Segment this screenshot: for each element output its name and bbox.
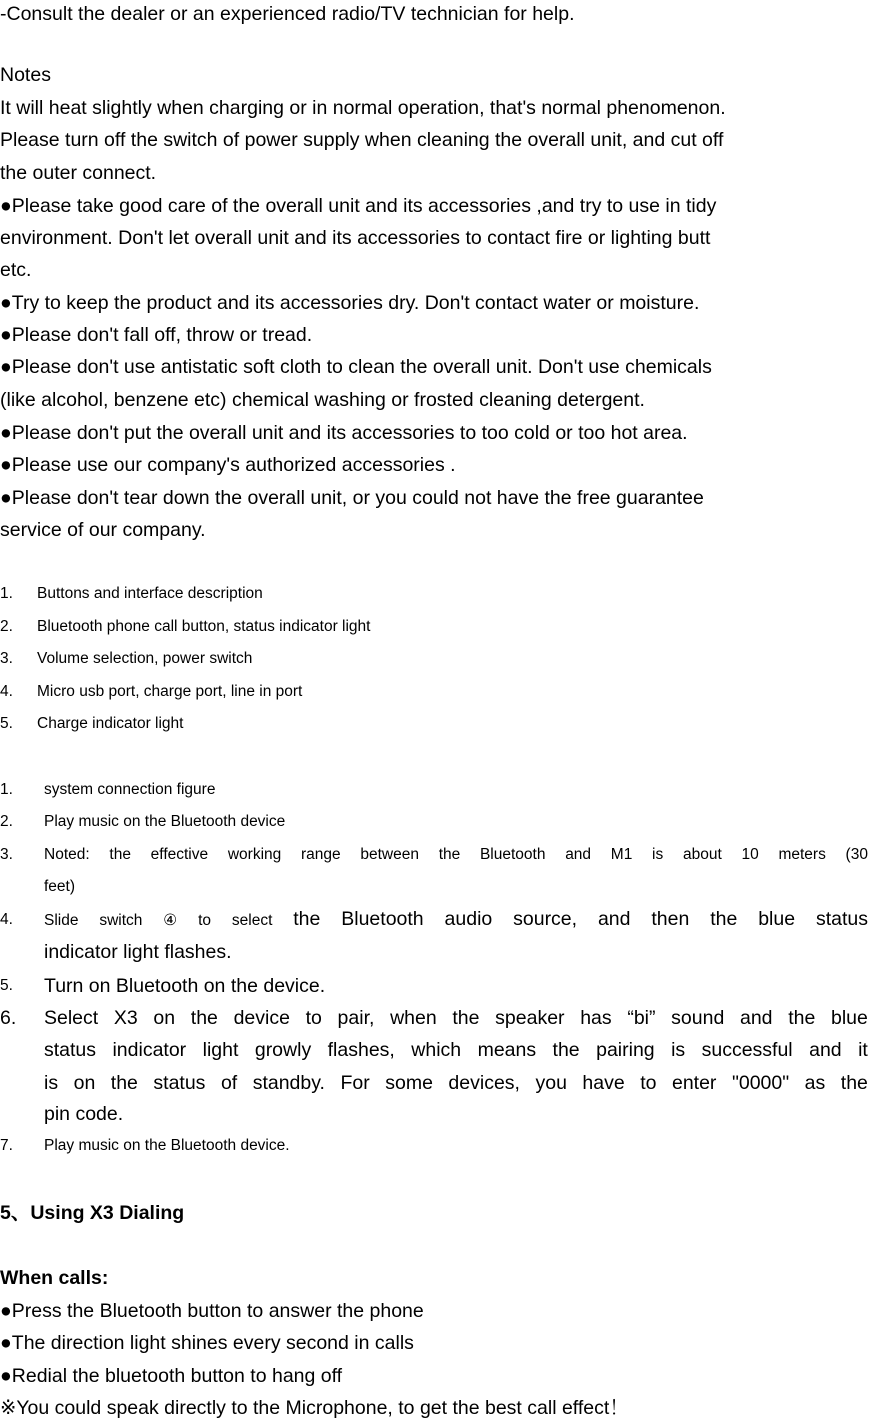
notes-line: ●Please don't tear down the overall unit, or you could not have the free guarantee bbox=[0, 487, 704, 509]
notes-line: Please turn off the switch of power supply when cleaning the overall unit, and cut off bbox=[0, 129, 724, 151]
list-item-justified-line: status indicator light growly flashes, which means the pairing is successful and it bbox=[44, 1039, 868, 1061]
list-item: Buttons and interface description bbox=[37, 585, 263, 602]
list-number: 3. bbox=[0, 846, 13, 863]
section-heading: 5、Using X3 Dialing bbox=[0, 1202, 185, 1224]
list-item-justified-line: Select X3 on the device to pair, when the speaker has “bi” sound and the blue bbox=[44, 1007, 868, 1029]
dialing-line: ※You could speak directly to the Microphone, to get the best call effect！ bbox=[0, 1397, 629, 1419]
list-number: 5. bbox=[0, 715, 13, 732]
list-number: 1. bbox=[0, 585, 13, 602]
list-item-continuation: pin code. bbox=[44, 1103, 124, 1125]
list-item: Micro usb port, charge port, line in port bbox=[37, 683, 303, 700]
list-number: 4. bbox=[0, 911, 13, 928]
notes-line: environment. Don't let overall unit and its accessories to contact fire or lighting butt bbox=[0, 227, 711, 249]
list-item: Play music on the Bluetooth device. bbox=[44, 1137, 290, 1154]
list-number: 2. bbox=[0, 813, 13, 830]
notes-line: ●Please don't fall off, throw or tread. bbox=[0, 324, 313, 346]
circled-four-glyph: ④ bbox=[163, 912, 178, 929]
list-number: 4. bbox=[0, 683, 13, 700]
notes-line: ●Please take good care of the overall unit and its accessories ,and try to use in tidy bbox=[0, 195, 717, 217]
list-item-justified-line: Slide switch ④ to select the Bluetooth audio source, and then the blue status bbox=[44, 908, 868, 930]
notes-line: ●Try to keep the product and its accessories dry. Don't contact water or moisture. bbox=[0, 292, 700, 314]
list-item: Turn on Bluetooth on the device. bbox=[44, 975, 326, 997]
dialing-line: ●Press the Bluetooth button to answer the phone bbox=[0, 1300, 424, 1322]
dialing-line: ●The direction light shines every second in calls bbox=[0, 1332, 414, 1354]
list-number: 7. bbox=[0, 1137, 13, 1154]
list-item-continuation: indicator light flashes. bbox=[44, 941, 232, 963]
list-number: 6. bbox=[0, 1007, 17, 1029]
notes-line: ●Please don't use antistatic soft cloth to clean the overall unit. Don't use chemicals bbox=[0, 356, 712, 378]
list-number: 5. bbox=[0, 977, 13, 994]
dialing-line: ●Redial the bluetooth button to hang off bbox=[0, 1365, 343, 1387]
list-item-justified-line: is on the status of standby. For some devices, you have to enter "0000" as the bbox=[44, 1072, 868, 1094]
notes-line: the outer connect. bbox=[0, 162, 157, 184]
list-number: 2. bbox=[0, 618, 13, 635]
list-item: Play music on the Bluetooth device bbox=[44, 813, 286, 830]
list-number: 3. bbox=[0, 650, 13, 667]
notes-line: etc. bbox=[0, 259, 32, 281]
list-item-continuation: feet) bbox=[44, 878, 76, 895]
list-item: Volume selection, power switch bbox=[37, 650, 253, 667]
subheading: When calls: bbox=[0, 1267, 109, 1289]
notes-line: ●Please don't put the overall unit and its accessories to too cold or too hot area. bbox=[0, 422, 688, 444]
notes-line: ●Please use our company's authorized accessories . bbox=[0, 454, 456, 476]
notes-line: (like alcohol, benzene etc) chemical washing or frosted cleaning detergent. bbox=[0, 389, 645, 411]
notes-line: service of our company. bbox=[0, 519, 206, 541]
list-item: Charge indicator light bbox=[37, 715, 184, 732]
notes-heading: Notes bbox=[0, 64, 51, 86]
list-item: Bluetooth phone call button, status indicator light bbox=[37, 618, 371, 635]
list-item: system connection figure bbox=[44, 781, 216, 798]
list-number: 1. bbox=[0, 781, 13, 798]
list-item-justified-line: Noted: the effective working range between the Bluetooth and M1 is about 10 meters (30 bbox=[44, 846, 868, 863]
notes-line: It will heat slightly when charging or in normal operation, that's normal phenomenon. bbox=[0, 97, 726, 119]
consult-line: -Consult the dealer or an experienced radio/TV technician for help. bbox=[0, 3, 575, 25]
